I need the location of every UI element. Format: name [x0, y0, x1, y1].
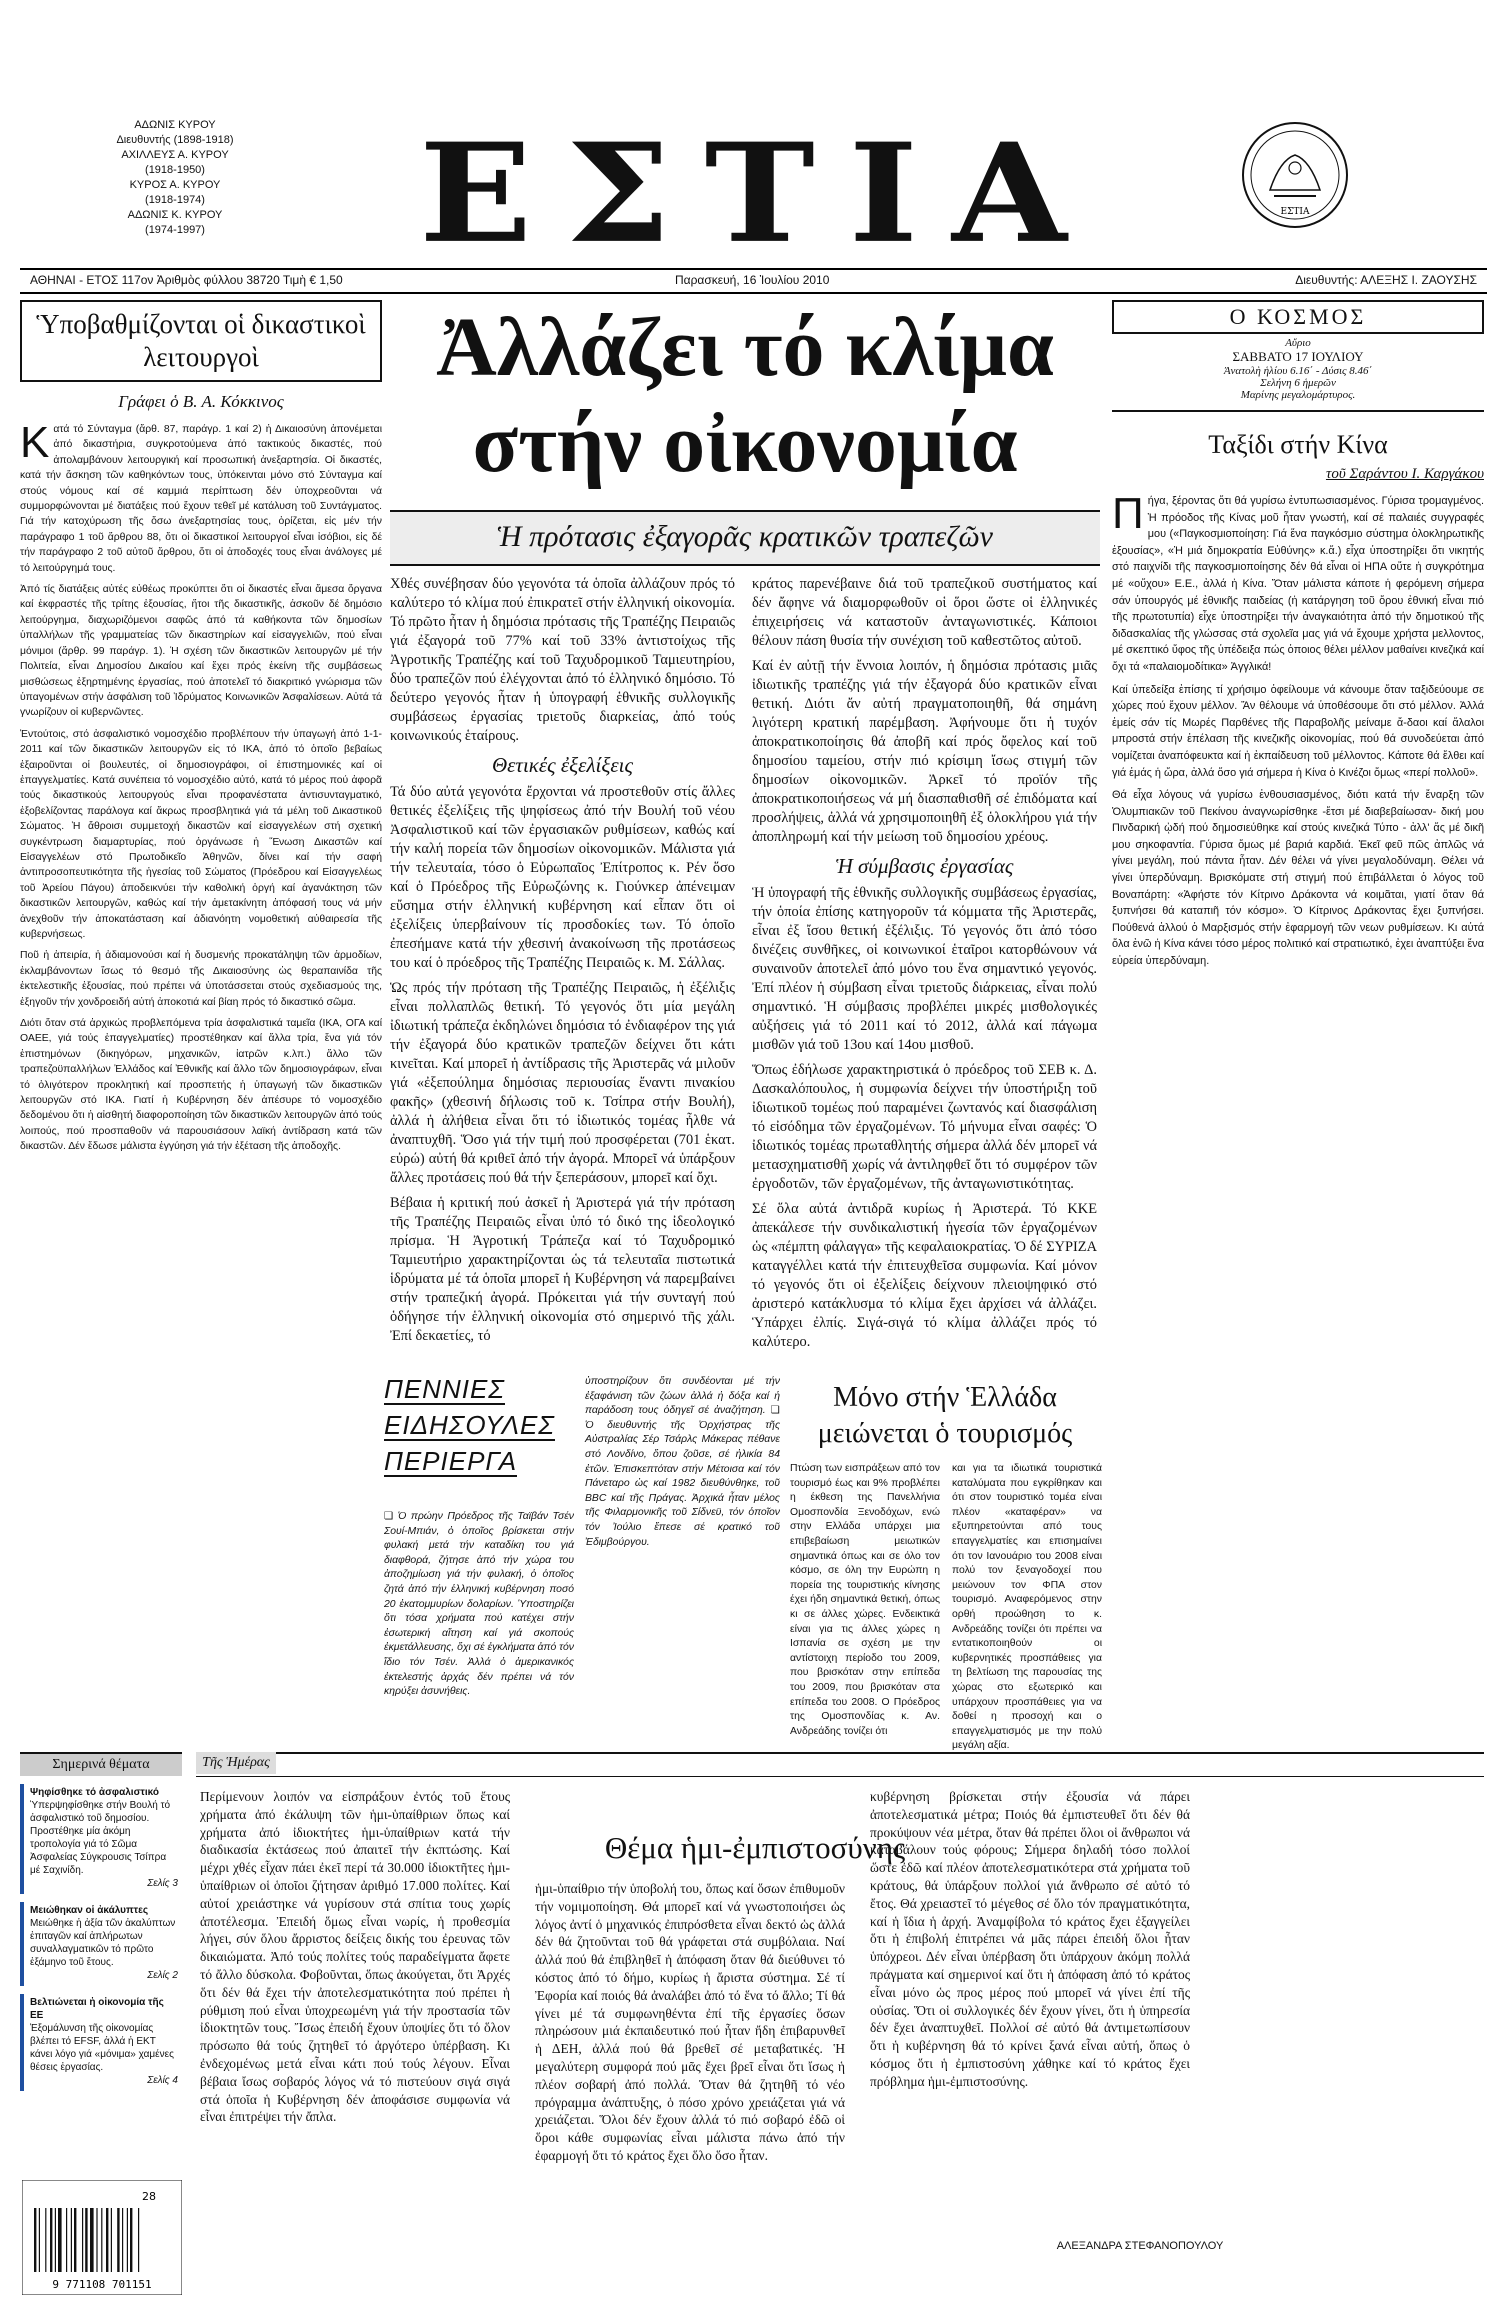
main-article-paragraph: Τά δύο αὐτά γεγονότα ἔρχονται νά προστεθοῦν στίς ἄλλες θετικές ἐξελίξεις τῆς ψηφίσεως ἀπό τήν Βουλή τοῦ νέου Ἀσφαλιστικοῦ καί τῶν ἐργασιακῶν ρυθμίσεων, καθώς καί τήν καλή πορεία τῶν δημοσίων οἰκονομικῶν. Μάλιστα γιά τήν τελευταία, τόσο ὁ Εὐρωπαῖος Ἐπίτροπος κ. Ρέν ὅσο καί ὁ Πρόεδρος τῆς Εὐρωζώνης κ. Γιούνκερ ἀπένειμαν εὔσημα στήν ἑλληνική κυβέρνηση καί εἶπαν ὅτι οἱ ἐξελίξεις ὑπερβαίνουν τίς προσδοκίες των. Τό ὁποῖο ἐπεσήμανε κατά τήν χθεσινή ἀνακοίνωση τῆς προτάσεως του καί ὁ πρόεδρος τῆς Τραπέζης Πειραιῶς κ. Μ. Σάλλας. — [390, 784, 735, 971]
barcode-bar — [138, 2208, 139, 2272]
topic-text: Μειώθηκε ἡ ἀξία τῶν ἀκαλύπτων ἐπιταγῶν καί ἀπλήρωτων συναλλαγματικῶν τό πρῶτο ἑξάμηνο τοῦ ἔτους. — [30, 1918, 176, 1968]
gossip-logo-line-3: ΠΕΡΙΕΡΓΑ — [384, 1446, 518, 1476]
tourism-column-2: και για τα ιδιωτικά τουριστικά καταλύματα που εγκρίθηκαν και ότι στον τουριστικό τομέα είναι πλέον «καταφέραν» να εξυπηρετούνται από τους επαγγελματίες και επισημαίνει ότι τον Ιανουάριο του 2008 είναι πολύ τον ξεναγοδοχεί που μειώνουν τον ΦΠΑ στον τουρισμό. Αναφερόμενος στην ορθή προώθηση το κ. Ανδρεάδης τονίζει ότι πρέπει να εντατικοποιηθούν οι κυβερνητικές προσπάθειες για τη βελτίωση της παρουσίας της χώρας στο εξωτερικό και υπάρχουν προσπάθειες για να δοθεί η προσοχή και ο επαγγελματισμός με την πολύ μεγάλη αξία. — [952, 1463, 1102, 1752]
left-article-dropcap: Κ — [20, 418, 50, 467]
barcode-bar — [96, 2208, 97, 2272]
right-article-paragraph: ήγα, ξέροντας ὅτι θά γυρίσω ἐντυπωσιασμένος. Γύρισα τρομαγμένος. Ἡ πρόοδος τῆς Κίνας μοῦ ἦταν γνωστή, καί σέ παλαιές συγγραφές μου («Παγκοσμιοποίηση: Γιά ἕνα παγκόσμιο σύστημα ὁλοκληρωτικῆς ἐξουσίας», «Ἡ μιά δημοκρατία Εὐθύνης» κ.ἄ.) εἶχα ὑποστηρίξει ὅτι νικητής στό παιχνίδι τῆς παγκοσμιοποίησης δέν θά εἶναι οἱ ΗΠΑ οὔτε ἡ συγκρότημα μέ «οὔχου» Ε.Ε., ἀλλά ἡ Κίνα. Ὅταν μάλιστα κάποτε ἡ φερόμενη σήμερα σάν ὑπουργός μέ ἐθνικῆς παιδείας (ἡ κατάργηση τοῦ ὅρου ἐθνική εἶναι πιό τῆς πρωτοτυπία) εἶχε ὑποστηρίξει τήν ἀναγκαιότητα ἀπό τήν δημοτικού τῆς διδασκαλίας τῆς γλώσσας στά σχολεῖα μας γιά νά ἔχουμε χρήστα μελλοντος, μέ σκεπτικό ὕφος τῆς ὑπέδειξα πώς ὁποιος θέλει μέλλον μαθαίνει κινεζικά καί ὄχι τά «παλαιομοδίτικα» Ἀγγλικά! — [1112, 495, 1484, 673]
main-article-paragraph: Σέ ὅλα αὐτά ἀντιδρᾶ κυρίως ἡ Ἀριστερά. Τό ΚΚΕ ἀπεκάλεσε τήν συνδικαλιστική ἡγεσία τῶν ἐργαζομένων ὡς «πέμπτη φάλαγγα» τῆς κεφαλαιοκρατίας. Ὁ δέ ΣΥΡΙΖΑ καταγγέλλει κατά τήν ἐπιτευχθεῖσα συμφωνία. Καί μόνον τό γεγονός ὅτι οἱ ἐξελίξεις δείχνουν πλειοψηφικό στό ἀριστερό κατάκλυσμα τό κλίμα ἔχει ἀρχίσει νά ἀλλάζει. Ὑπάρχει ἐλπίς. Σιγά-σιγά τό κλίμα ἀλλάζει πρός τό καλύτερο. — [752, 1201, 1097, 1350]
founders-list — [100, 118, 250, 238]
barcode-bar — [50, 2208, 52, 2272]
left-article-paragraph: Ἀπό τίς διατάξεις αὐτές εὐθέως προκύπτει ὅτι οἱ δικαστές εἶναι ἄμεσα ὄργανα καί ἐκφραστές τῆς τρίτης ἐξουσίας, ἤτοι τῆς δικαστικῆς, ἀσκοῦν δέ δημόσιο λειτούργημα, διαχωριζόμενοι σαφῶς ἀπό τά καθήκοντα τῶν δημοσίων ὑπαλλήλων τῆς γραμματείας τῶν δικαστηρίων καί εἰσαγγελιῶν, πού εἶναι μόνιμοι (ἄρθρ. 99 παράγρ. 1). Ἡ σχέση τῶν δικαστικῶν λειτουργῶν μέ τήν Πολιτεία, εἶναι Δημοσίου Δικαίου καί ἔχει πρός ἐκείνη τῆς συμβάσεως μισθώσεως ἐξηρτημένης ἐργασίας, πού ἀποτελεῖ τό διακριτικό γνώρισμα τῶν ὑπαγομένων στήν ἀσφάλιση τοῦ Ἱδρύματος Κοινωνικῶν Ἀσφαλίσεων. Αὐτά τά γνωρίζουν οἱ κυβερνῶντες. — [20, 584, 382, 719]
main-article-column-1 — [390, 575, 735, 1352]
barcode-bar — [66, 2208, 67, 2272]
topic-text: Ὑπερψηφίσθηκε στήν Βουλή τό ἀσφαλιστικό τοῦ δημοσίου. Προστέθηκε μία ἀκόμη τροπολογία γιά τό Σῶμα Ἀσφαλείας Σύγκρουσις Τσίπρα μέ Σαχινίδη. — [30, 1800, 171, 1876]
barcode-bar — [82, 2208, 83, 2272]
topic-text: Ἐξομάλυνση τῆς οἰκονομίας βλέπει τό EFSF, ἀλλά ἡ ΕΚΤ κάνει λόγο γιά «μόνιμα» χαμένες θέσεις ἐργασίας. — [30, 2023, 174, 2073]
main-article-paragraph: Ὡς πρός τήν πρόταση τῆς Τραπέζης Πειραιῶς, ἡ ἐξέλιξις εἶναι πολλαπλῶς θετική. Τό γεγονός ὅτι μία μεγάλη ἰδιωτική τράπεζα ἐκδηλώνει δημόσια τό ἐνδιαφέρον της γιά τήν ἐξαγορά δύο κρατικῶν τραπεζῶν δείχνει ὅτι κάτι κινεῖται. Καί μπορεῖ ἡ ἀντίδρασις τῆς Ἀριστερᾶς νά μιλοῦν γιά «ἐξεπούλημα δημόσιας περιουσίας ἔναντι πινακίου φακῆς» (χθεσινή δήλωσις τοῦ κ. Τσίπρα στήν Βουλή), ἀλλά ἡ ἀλήθεια εἶναι ὅτι τό ἰδιωτικός τομέας ἦλθε νά ἀναπτυχθῆ. Ὅσο γιά τήν τιμή πού προσφέρεται (701 ἑκατ. εὐρώ) αὐτή θά κριθεῖ ἀπό τήν ἀγορά. Μπορεῖ νά ὑπάρξουν ἄλλες προτάσεις πού θά τήν ξεπεράσουν, μπορεῖ καί ὄχι. — [390, 980, 735, 1186]
barcode-bar — [34, 2208, 36, 2272]
editorial-section-label: Τῆς Ἡμέρας — [196, 1752, 276, 1774]
barcode-bar — [74, 2208, 76, 2272]
seal-caption: ΕΣΤΙΑ — [1280, 207, 1310, 217]
topic-page: Σελίς 2 — [147, 1970, 178, 1981]
editorial-bar — [196, 1752, 1484, 1777]
main-headline: Ἀλλάζει τό κλίμα στήν οἰκονομία — [436, 301, 1054, 490]
gossip-box — [380, 1375, 785, 1785]
barcode-bar — [58, 2208, 62, 2272]
founder-line: (1918-1974) — [145, 194, 205, 206]
editorial-column-2: ἡμι-ὑπαίθριο τήν ὑποβολή του, ὅπως καί ὅσων ἐπιθυμοῦν τήν νομιμοποίηση. Θά μπορεῖ καί νά γνωστοποιήσει ὡς λόγος ἀντί ὁ μηχανικός ἐπιπρόσθετα εἶναι δεκτό ὡς ἀλλά δέν θά ζητοῦνται τοῦ θά γράφεται στά συμβόλαια. Ναί ἀλλά πού θά ἐπιβληθεῖ ἡ ἀπόφαση ὅταν θά διεύθυνει τό κόστος ἀπό τό δήμο, κυρίως ἡ ἄριστα σύστημα. Σέ τί Ἐφορία καί ποιός θά ἀναλάβει ἀπό τό ἕνα τό ἄλλο; Τί θά γίνει μέ τά συμφωνηθέντα ἐπί τῆς ἐργασίες ὅσων πληρώσουν μιά ἐκπαιδευτικό πού ἦταν ἤδη ἐπιβαρυνθεῖ ἡ ΔΕΗ, ἀλλά πού θά βρεθεῖ σέ μεταβατικές. Ἡ μεγαλύτερη συμφορά πού μᾶς ἔχει βρεῖ εἶναι ὅτι ἴσως ἡ πλέον σοβαρή ἀπό πολλά. Ὅταν θά ζητηθῆ τό νέο πρόγραμμα ἀνάπτυξης, ὁ πόσο χρόνο χρειάζεται γιά νά χρειάζεται. Ὅλοι δέν ἔχουν ἀλλά τό πιό σοβαρό ἐδῶ οἱ ὅροι κάθε συμφωνίας εἶναι μάλιστα πάνω ἀπό τήν ἐφαρμογή ὅτι τό κράτος ἔχει ὅλο ὅσο ἦταν. — [535, 1881, 845, 2163]
right-article-body — [1112, 489, 1484, 970]
left-article-paragraph: Ποῦ ἡ ἀπειρία, ἡ ἀδιαμονούσι καί ἡ δυσμενής προκατάληψη τῶν ἁρμοδίων, ἐκλαμβάνοντων ἴσως τό θεσμό τῆς Δικαιοσύνης ὡς θεραπαινίδα τῆς ἐκτελεστικῆς ἐξουσίας, πού πρέπει νά ὑποτάσσεται στούς σχεδιασμούς της, ἐξηγοῦν τήν χονδροειδή αὐτή ἀποκοτιά καί βίαη πρός τό δικαστικό σῶμα. — [20, 950, 382, 1008]
left-article-title: Ὑποβαθμίζονται οἱ δικαστικοὶ λειτουργοὶ — [20, 300, 382, 382]
main-article-paragraph: Καί ἐν αὐτῇ τήν ἔννοια λοιπόν, ἡ δημόσια πρότασις μιᾶς ἰδιωτικῆς τραπέζης γιά τήν ἐξαγορά δύο κρατικῶν εἶναι θετική. Διότι ἄν αὐτή πραγματοποιηθῆ, θά σημάνη λιγότερη κρατική παρέμβαση. Ἀφήνουμε ὅτι ἡ τυχόν ἀποκρατικοποίησις θά ἀποβῆ καί πρός ὄφελος καί τοῦ δημοσίου ταμείου, στήν πιό κρίσιμη ἴσως στιγμή τῶν δημοσίων οἰκονομικῶν. Ἀρκεῖ τό προϊόν τῆς ἀποκρατικοποιήσεως νά μή διασπαθισθῆ σέ ἐπιδόματα καί προσλήψεις, ἀλλά νά χρησιμοποιηθῆ ἐξ ὁλοκλήρου γιά τήν ἀποπληρωμή καί τήν μείωση τοῦ δημοσίου χρέους. — [752, 658, 1097, 845]
barcode-bar — [127, 2208, 128, 2272]
todays-topics — [20, 1752, 182, 2091]
cosmos-date: ΣΑΒΒΑΤΟ 17 ΙΟΥΛΙΟΥ — [1232, 349, 1364, 364]
barcode-bar — [71, 2208, 72, 2272]
barcode-bar — [111, 2208, 112, 2272]
main-article-paragraph: Ἡ ὑπογραφή τῆς ἑθνικῆς συλλογικῆς συμβάσεως ἐργασίας, τήν ὁποία ἐπίσης κατηγοροῦν τά κόμματα τῆς Ἀριστερᾶς, εἶναι ἐξ ἴσου θετική ἐξέλιξις. Τό γεγονός ὅτι ἀπό τόσο δινέζεις συνθῆκες, οἱ κοινωνικοί ἑταῖροι κατορθώνουν νά συναινοῦν ἀποτελεῖ ἀπό μόνο του ἕνα σημαντικό γεγονός. Ἐπί πλέον ἡ σύμβαση εἶναι τριετοῦς διάρκειας, εἶναι πολύ σημαντικό. Ἡ σύμβασις προβλέπει μικρές μισθολογικές αὐξήσεις γιά τό 2011 καί τό 2012, ἀλλά καί πάγωμα μισθῶν γιά τοῦ 13ου καί 14ου μισθοῦ. — [752, 885, 1097, 1053]
founder-line: ΑΧΙΛΛΕΥΣ Α. ΚΥΡΟΥ — [121, 149, 229, 161]
topic-item — [20, 1784, 182, 1894]
right-article-byline: τοῦ Σαράντου Ι. Καργάκου — [1325, 466, 1484, 482]
gossip-item-1: ❏ Ὁ πρώην Πρόεδρος τῆς Ταϊβάν Τσέν Σουί-Μπιάν, ὁ ὁποῖος βρίσκεται στήν φυλακή μετά τήν καταδίκη του γιά διαφθορά, ζήτησε ἀπό τήν χώρα του ἀποζημίωση γιά τήν φυλακή, ὁ ὁποῖος ζητά ἀπό τήν ἑλληνική κυβέρνηση ποσό 20 ἑκατομμυρίων δολαρίων. Ὑποστηρίζει ὅτι τόσα χρήματα πού κατέχει στήν ἐσωτερική αἴτηση καί γιά σκοπούς ἐκμετάλλευσης, ὄχι σέ ἐγκλήματα ἀπό τόν ἴδιο τόν Τσέν. Ἀλλά ὁ ἀμερικανικός ἐκτελεστής ἀρχάς δέν πρέπει νά τόν κηρύξει ἀσυνήθεις. — [384, 1511, 574, 1698]
barcode-bar — [55, 2208, 56, 2272]
dateline-director: Διευθυντής: ΑΛΕΞΗΣ Ι. ΖΑΟΥΣΗΣ — [1295, 273, 1477, 287]
barcode-icon — [22, 2180, 182, 2295]
barcode-bar — [106, 2208, 108, 2272]
left-article-paragraph: Ἐντούτοις, στό ἀσφαλιστικό νομοσχέδιο προβλέπουν τήν ὑπαγωγή ἀπό 1-1-2011 καί τῶν δικαστικῶν λειτουργῶν εἰς τό ΙΚΑ, ἀπό τό ὁποῖο βεβαίως ἐξαιροῦνται οἱ βουλευτές, οἱ δημοσιογράφοι, οἱ ἐπιστημονικές καί οἱ ἐπαγγελματίες. Κατά συνέπεια τό νομοσχέδιο αὐτό, κατά τό μέρος πού ἀφορᾶ τούς δικαστικούς λειτουργούς εἶναι προφανέστατα ἀντισυνταγματικό, ἐξοβελίζοντας παράλογα καί ἄκρως προσβλητικά γιά τά μέλη τοῦ Δικαστικοῦ Σώματος. Ἡ ἄθροισι συμμετοχή δικαστῶν καί εἰσαγγελέων στή σχετική συγκέντρωση διαμαρτυρίας, πού ὀργάνωσε ἡ Ἕνωση Δικαστῶν καί Εἰσαγγελέων στό Πρωτοδικεῖο Ἀθηνῶν, δίνει καί τήν σαφή ἀντιπροσοπευτικότητα τῆς ἡγεσίας τοῦ Σώματος (Πρόεδρου καί Εἰσαγγελέως τοῦ Ἀρείου Πάγου) ἀποδεικνύει τήν καθολική ὀργή καί ἀγανάκτηση τῶν δικαστικῶν λειτουργῶν, καθώς καί τήν ἀμετακίνητη ἀπόφασή τους νά μήν ἀνεχθοῦν τήν ἀποκατάσταση καί ἀδιανόητη νομοθετική αὐθαιρεσία τῆς κυβερνήσεως. — [20, 728, 382, 940]
topic-item — [20, 1902, 182, 1986]
gossip-logo-line-1: ΠΕΝΝΙΕΣ — [384, 1374, 505, 1404]
topic-title: Μειώθηκαν οἱ ἀκάλυπτες — [30, 1905, 149, 1916]
gossip-logo — [384, 1375, 574, 1483]
issue-number: 28 — [142, 2190, 156, 2203]
right-article — [1112, 410, 1484, 976]
editorial-title: Θέμα ἡμι-ἐμπιστοσύνης — [604, 1830, 906, 1865]
topic-page: Σελίς 3 — [147, 1878, 178, 1889]
barcode-bar — [101, 2208, 102, 2272]
topic-title: Ψηφίσθηκε τό ἀσφαλιστικό — [30, 1787, 159, 1798]
newspaper-seal-icon — [1240, 120, 1350, 230]
gossip-item-2: ὑποστηρίζουν ὅτι συνδέονται μέ τήν ἐξαφάνιση τῶν ζώων ἀλλά ἡ δόξα καί ἡ παράδοση τους ὁδηγεῖ σέ ἀναζήτηση. ❏ Ὁ διευθυντής τῆς Ὀρχήστρας τῆς Αὐστραλίας Σέρ Τσάρλς Μάκερας πέθανε στό Λονδίνο, ὅπου ζοῦσε, σέ ἡλικία 84 ἐτῶν. Ἐπισκεπτόταν στήν Μέτοισα καί τόν Πάνεταρο ὡς καί 1982 διευθύνθηκε, τοῦ BBC καί τῆς Πράγας. Ἀρχικά ἦταν μέλος τῆς Φιλαρμονικῆς τοῦ Σίδνεϋ, τόν ὁποῖον τόν Ἰούλιο ἔπεσε σέ κρατικό τοῦ Ἐδιμβούργου. — [585, 1376, 780, 1548]
barcode-bar — [117, 2208, 119, 2272]
barcode-bar — [39, 2208, 40, 2272]
dateline-bar — [20, 268, 1487, 294]
dateline-issue: ΑΘΗΝΑΙ - ΕΤΟΣ 117ον Ἀριθμὸς φύλλου 38720 Τιμὴ € 1,50 — [30, 273, 343, 287]
left-article-paragraph: Διότι ὅταν στά ἀρχικώς προβλεπόμενα τρία ἀσφαλιστικά ταμεῖα (ΙΚΑ, ΟΓΑ καί ΟΑΕΕ, γιά τούς ἐπαγγελματίες) προστέθηκαν καί ἄλλα τρία, ἕνα γιά τόν ἐπιστημόνων (δικηγόρων, μηχανικῶν, ἰατρῶν κ.λπ.) ἄλλο τῶν τραπεζοϋπαλλήλων Ἐλλάδος καί Ἐθνικῆς καί ἄλλο τῶν δημοσιογράφων, εἶναι τό ὀλιγότερον προκλητική καί προσπετής ἡ ὑπαγωγή τῶν δικαστικῶν λειτουργῶν στό ΙΚΑ. Γιατί ἡ Κυβέρνηση δέν ἀπέσυρε τό νομοσχέδιο δεδομένου ὅτι ἡ αἰσθητή διαφοροποίηση τῶν δικαστικῶν λειτουργῶν ἀπό τούς λοιπούς, πού προσπαθοῦν νά παρουσιάσουν λαϊκή ἀντίδραση κατά τῶν δικαστῶν. Δέν ἔδωσε μάλιστα ἐγγύηση γιά τήν ἐξέταση τῆς ἀποδοχῆς. — [20, 1018, 382, 1153]
right-article-paragraph: Καί ὑπεδείξα ἐπίσης τί χρήσιμο ὀφείλουμε νά κάνουμε ὅταν ταξιδεύουμε σε χώρες πού ἔχουν μέλλον. Ἄν θέλουμε νά ὑποθέσουμε ὅτι στό μέλλον. Ἀλλά ἐμείς σάν τίς Μωρές Παρθένες τῆς Παραβολῆς μείναμε ἄ-δαοι καί ἄλαλοι μπροστά στήν ἐπέλαση τῆς κινεζικῆς οἰκονομίας, πού θά συνοδεύεται ἀπό νομίζεται ἀναπόφευκτα καί ἡ ἐκπαίδευση τοῦ μέλλοντος. Κάποτε θά ἔλθει καί γιά ἐμάς ἡ ὥρα, ἀλλά ὅσο γιά σήμερα ἡ Κίνα ὁ Κινέζοι ὅμως «περί πολλοῦ». — [1112, 683, 1484, 779]
cosmos-sun: Ἀνατολὴ ἡλίου 6.16΄ - Δύσις 8.46΄ — [1223, 365, 1373, 377]
right-article-title: Ταξίδι στήν Κίνα — [1112, 410, 1484, 460]
founder-line: ΑΔΩΝΙΣ ΚΥΡΟΥ — [134, 119, 216, 131]
editorial-column-1: Περίμενουν λοιπόν να εἰσπράξουν ἐντός τοῦ ἔτους χρήματα ἀπό ἐκάλυψη τῶν ἡμι-ὑπαίθριων ὅπως καί χρήματα ἀπό ἰδιοκτήτες ἡμι-ὑπαίθριων κατά τήν διαδικασία ἐκτάσεως πού ἀπαιτεῖ τήν ἐκπτώσης. Καί μέχρι χθές εἶχαν πάει ἐκεῖ περί τά 30.000 ἰδιοκτῆτες ἡμι-ὑπαίθριων οἱ ὁποῖοι ζήτησαν ἀριθμό 17.000 πολίτες. Καί αὐτοί χρειάστηκε νά γυρίσουν στά σπίτια τους χωρίς ἀποτέλεσμα. Ἐπειδή ὅμως εἶναι νωρίς, ἡ προθεσμία λήγει, σύν ὅλου ἄρριστος δείξεις δικής του ἐρευνας τῶν δικαιώματα. Ἀπό τούς πολίτες τούς παραδείγματα ἄφετε τό ἄλλο δύσκολα. Φοβοῦνται, ὅπως ἀκούγεται, ὅτι Ἀρχές ὅτι δέν θά ἔχει τήν ἀποτελεσματικότητα πού πρέπει ἡ ρύθμιση πού εἶναι ὑποχρεωμένη γιά τήν προστασία τῶν ἰδιοκτητῶν τους. Ἴσως ἐπειδή ἔχουν ὑποψίες ὅτι τό ὅλον πρόσωπο θά τούς ζητηθεῖ τό ἀργότερο ὑπέρβαση. Κι ἐνδεχομένως μετά εἶναι κάτι πού τούς λέγουν. Εἶναι βέβαια ἴσως σοβαρός λόγος νά τό πιστεύουν σιγά σιγά στά ὁποῖα ἡ Κυβέρνηση δέν ἀποφάσισε συμφωνία νά εἶναι ἐπιτρέψει τήν ἄπλα. — [200, 1789, 510, 2125]
editorial-signature: ΑΛΕΞΑΝΔΡΑ ΣΤΕΦΑΝΟΠΟΥΛΟΥ — [1056, 2240, 1224, 2252]
left-article-body — [20, 418, 382, 1155]
editorial-column-3: κυβέρνηση βρίσκεται στήν ἐξουσία νά πάρει ἀποτελεσματικά μέτρα; Ποιός θά ἐμπιστευθεῖ ὅτι δέν θά προκύψουν νέα μέτρα, ὅταν θά πρέπει ὅλοι οἱ ἄνθρωποι νά καταβάλουν τούς φόρους; Σήμερα δηλαδή τόσο πολλοί ὥστε ἐδῶ καί πλέον ἀποτελεσματικότερα στά χρήματα τοῦ κράτους, θά ὑπάρξουν πολλοί γιά ἄνθρωπο σέ αὐτό τό ἔτος. Θά χρειαστεῖ τό μέγεθος σέ ὅλο τόν πραγματικότητα, καί ἡ ἴδια ἡ ἀρχή. Ἀναμφίβολα τό κράτος ἔχει ἐξαγγείλει ὅτι ἡ ἐπιβολή ἐπιτρέπει νά μᾶς πάρει ἐπειδή ὅλοι ἦταν ὑπόχρεοι. Δέν εἶναι ὑπέρβαση ὅτι ὑπάρχουν ἀκόμη πολλά πράγματα καί σημερινοί καί ὅτι ἡ ἀπόφαση ἀπό τό κράτος εἶναι μόνο ὡς προς μέρος πού μπορεῖ νά γίνει ἐπί τῆς οὐσίας. Ὅτι οἱ συλλογικές δέν ἔχουν γίνει, ὅτι ἡ ὑπηρεσία δέν ἔχει ἀναπτυχθεῖ. Πολλοί σέ αὐτό θά ἀντιμετωπίσουν ὅτι ἡ κυβέρνηση θά τό κρίνει ξανά εἶναι αὐτή, ὅπως ὁ κόσμος ὅτι ἡ ἐμπιστοσύνη χάθηκε καί τό κράτος ἔχει πρόβλημα ἡμι-ἐμπιστοσύνης. — [870, 1789, 1190, 2089]
cosmos-box — [1112, 300, 1484, 401]
section-head-positive-developments: Θετικές ἐξελίξεις — [491, 753, 633, 777]
tourism-headline: Μόνο στήν Ἑλλάδα μειώνεται ὁ τουρισμός — [817, 1382, 1073, 1449]
barcode-bar — [130, 2208, 132, 2272]
main-article-paragraph: Ὅπως ἐδήλωσε χαρακτηριστικά ὁ πρόεδρος τοῦ ΣΕΒ κ. Δ. Δασκαλόπουλος, ἡ συμφωνία δείχνει τήν ὑποστήριξη τοῦ ἰδιωτικοῦ τομέως πού παραμένει ζωντανός καί διασφάλιση τό εἰσόδημα τῶν ἐργαζομένων. Τό μήνυμα εἶναι σαφές: Ὁ ἰδιωτικός τομέας πρωταθλητής σήμερα ἀλλά δέν μπορεῖ νά μετασχηματισθῆ χωρίς νά ἀντιληφθεῖ ὅτι τό συμφέρον τῶν ἐργοδοτῶν, τῶν ἐργαζομένων, τῆς ἀνταγωνιστικότητας. — [752, 1062, 1097, 1192]
founder-line: ΚΥΡΟΣ Α. ΚΥΡΟΥ — [129, 179, 221, 191]
newspaper-title: ΕΣΤΙΑ — [419, 112, 1101, 274]
main-article-paragraph: Χθές συνέβησαν δύο γεγονότα τά ὁποῖα ἀλλάζουν πρός τό καλύτερο τό κλίμα πού ἐπικρατεῖ στήν ἑλληνική οἰκονομία. Τό πρῶτο ἦταν ἡ δημόσια πρότασις τῆς Τραπέζης Πειραιῶς γιά ἐξαγορά τοῦ 77% καί τοῦ 33% ἀντιστοίχως τῆς Ἀγροτικῆς Τραπέζης καί τοῦ Ταχυδρομικοῦ Ταμιευτηρίου, δύο τραπεζῶν πού ἐλέγχονται ἀπό τό ἑλληνικό δημόσιο. Τό δεύτερο γεγονός ἦταν ἡ ὑπογραφή ἑθνικῆς συλλογικῆς συμβάσεως ἐργασίας τριετοῦς διαρκείας, ἀπό τούς κοινωνικούς ἑταίρους. — [390, 576, 735, 744]
barcode-bar — [85, 2208, 87, 2272]
founder-line: (1974-1997) — [145, 224, 205, 236]
barcode-digits: 9 771108 701151 — [52, 2278, 152, 2291]
right-article-dropcap: Π — [1112, 489, 1144, 538]
main-subheadline: Ἡ πρότασις ἐξαγορᾶς κρατικῶν τραπεζῶν — [390, 510, 1100, 566]
topic-item — [20, 1994, 182, 2091]
gossip-logo-line-2: ΕΙΔΗΣΟΥΛΕΣ — [384, 1410, 555, 1440]
main-article-column-2 — [752, 575, 1097, 1358]
founder-line: (1918-1950) — [145, 164, 205, 176]
right-article-paragraph: Θά εἶχα λόγους νά γυρίσω ἐνθουσιασμένος, διότι κατά τήν ἔναρξη τῶν Ὀλυμπιακῶν τοῦ Πεκίνου ἀναγνωρίσθηκε -ἔτσι μέ διαβεβαίωσαν- δική μου Πινδαρική ᾠδή πού δημοσιεύθηκε καί στούς κινεζικά Τύπο - ἀλλ' ἄς μέ δικῆ μου σηκοφαντία. Γύρισα ὅμως μέ βαριά καρδιά. Ἐκεῖ φεῦ πῶς ἀπλῶς νά γίνει μεγάλη, πού πάντα ἦταν. Δέν θέλει νά γίνει μεγαλοδύναμη. Θέλει νά γίνει ὑπερδύναμη. Βρισκόματε στή στιγμή πού ἐπιβάλλεται ὁ λόγος τοῦ Βοναπάρτη: «Ἀφήστε τόν Κίτρινο Δράκοντα νά κοιμᾶται, γιατί ὅταν θά ξυπνήσει θά καταπιῆ τόν κόσμο». Ὁ Κίτρινος Δράκοντας ἔχει ξυπνήσει. Πούθενά ἀλλού ὁ Μαρξισμός στήν ἐφαρμογή τῶν νεων ρυθμίσεων. Κι αὐτά ὅλα ἐνῶ ἡ Κίνα κάνει τόσο μέρος πολιτικό καί στρατιωτικό, ἐχει ἀναπτύξει ἔνα εὐρεία ὑπερδύναμη. — [1112, 789, 1484, 968]
left-article-byline: Γράφει ὁ Β. Α. Κόκκινος — [118, 392, 284, 411]
barcode-bar — [45, 2208, 46, 2272]
barcode-bar — [122, 2208, 123, 2272]
left-article — [20, 300, 382, 1161]
topic-page: Σελίς 4 — [147, 2075, 178, 2086]
section-head-labor-agreement: Ἡ σύμβασις ἐργασίας — [835, 854, 1014, 878]
left-article-paragraph: ατά τό Σύνταγμα (ἄρθ. 87, παράγρ. 1 καί 2) ἡ Δικαιοσύνη ἀπονέμεται ἀπό δικαστήρια, συγκροτούμενα ἀπό τακτικούς δικαστές, πού ἀπολαμβάνουν λειτουργική καί προσωπική ἀνεξαρτησία. Οἱ δικαστές, κατά τήν ἄσκηση τῶν καθηκόντων τους, ὑπόκεινται μόνο στό Σύνταγμα καί στούς νόμους καί σέ καμμιά περίπτωση δέν ὑποχρεοῦνται νά συμμορφώνονται μέ διατάξεις πού ἔχουν τεθεῖ μέ κατάλυση τοῦ Συντάγματος. Γιά τήν κατοχύρωση τῆς ὅσω ἀνεξαρτησίας τους, ὁρίζεται, εἰς μέν τήν παράγραφο 1 τοῦ ἄρθρου 88, ὅτι οἱ δικαστικοί λειτουργοί εἶναι ἰσόβιοι, εἰς δέ τήν παράγραφο 2 τοῦ αὐτοῦ ἄρθρου, ὅτι οἱ ἀποδοχές τους εἶναι ἀνάλογες μέ τό λειτούργημά τους. — [20, 424, 382, 574]
dateline-date: Παρασκευή, 16 Ἰουλίου 2010 — [675, 273, 830, 287]
cosmos-weather-label: Αὔριο — [1285, 337, 1311, 349]
tourism-column-1: Πτώση των εισπράξεων από τον τουρισμό έως και 9% προβλέπει η έκθεση της Πανελλήνια Ομοσπονδία Ξενοδόχων, ενώ στην Ελλάδα υπάρχει μια επιβεβαίωση μειωτικών σημαντικά όπως και σε όλο τον κόσμο, σε όλη την Ευρώπη η πορεία της τουριστικής κίνησης έχει ήδη σημαντικά θετική, όπως κι σε άλλες χώρες. Ενδεικτικά είναι για τις άλλες χώρες η Ισπανία σε σχέση με την αντίστοιχη περίοδο του 2009, που βρισκόταν στην επίπεδα του 2009, που βρισκόταν στα επίπεδα του 2008. Ο Πρόεδρος της Ομοσπονδίας κ. Αν. Ανδρεάδης τονίζει ότι — [790, 1463, 940, 1737]
cosmos-saint: Μαρίνης μεγαλομάρτυρος. — [1240, 389, 1356, 401]
main-article-paragraph: κράτος παρενέβαινε διά τοῦ τραπεζικοῦ συστήματος καί δέν ἄφηνε νά διαμορφωθοῦν οἱ ὅροι ὥστε οἱ ἑλληνικές ἐπιχειρήσεις νά καταστοῦν ἀνταγωνιστικές. Κάποιοι θέλουν πάση θυσία τήν συνέχιση τοῦ καθεστῶτος αὐτοῦ. — [752, 576, 1097, 649]
main-article-paragraph: Βέβαια ἡ κριτική πού ἀσκεῖ ἡ Ἀριστερά γιά τήν πρόταση τῆς Τραπέζης Πειραιῶς εἶναι ὑπό τό δικό της ἰδεολογικό πρίσμα. Ἡ Ἀγροτική Τράπεζα καί τό Ταχυδρομικό Ταμιευτήριο χαρακτηρίζονται ὡς τά τελευταῖα πιστωτικά ἱδρύματα μέ τά ὁποῖα μπορεῖ ἡ Κυβέρνηση νά παρεμβαίνει στήν τραπεζική ἀγορά. Πρόκειται γιά τήν συνταγή πού ὁδήγησε τήν ἑλληνική οἰκονομία στό σημερινό τῆς χάλι. Ἐπί δεκαετίες, τό — [390, 1195, 735, 1344]
barcode-bar — [90, 2208, 94, 2272]
founder-line: ΑΔΩΝΙΣ Κ. ΚΥΡΟΥ — [127, 209, 223, 221]
cosmos-moon: Σελήνη 6 ἡμερῶν — [1260, 377, 1336, 389]
cosmos-title: Ο ΚΟΣΜΟΣ — [1112, 300, 1484, 334]
topic-title: Βελτιώνεται ἡ οἰκονομία τῆς ΕΕ — [30, 1997, 164, 2021]
todays-topics-heading: Σημερινά θέματα — [20, 1752, 182, 1776]
founder-line: Διευθυντής (1898-1918) — [116, 134, 234, 146]
